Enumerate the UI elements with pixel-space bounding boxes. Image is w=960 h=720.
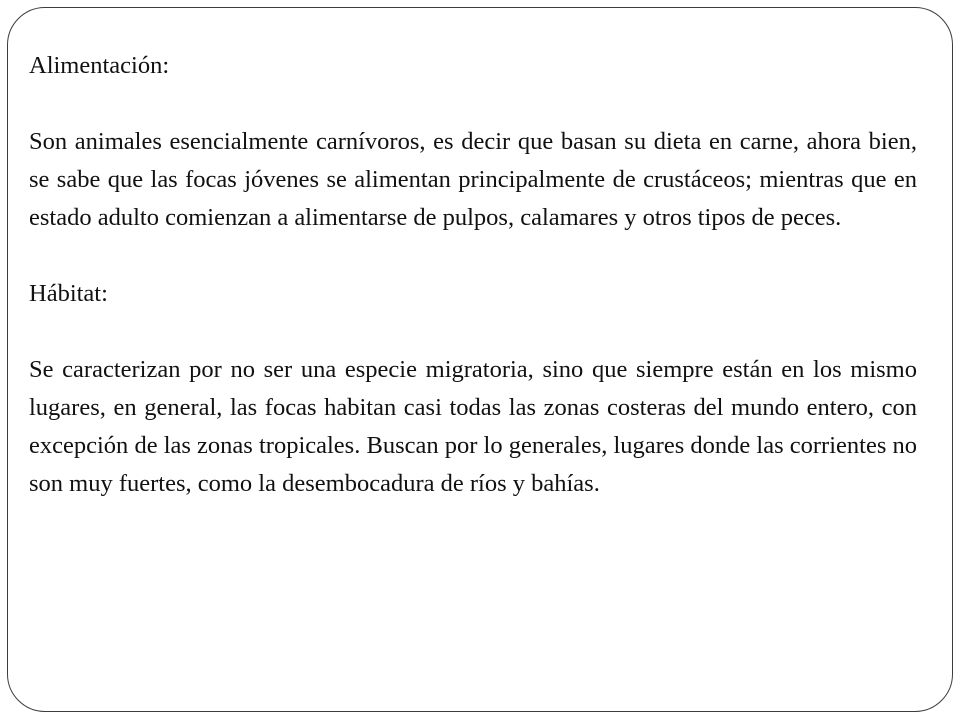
section-heading-habitat: Hábitat:	[29, 280, 108, 307]
slide-frame	[7, 7, 953, 712]
slide-content	[29, 47, 917, 541]
section-heading-alimentacion: Alimentación:	[29, 52, 170, 79]
section-body-habitat: Se caracterizan por no ser una especie migratoria, sino que siempre están en los mismo lugares, en general, las focas habitan casi todas las zonas costeras del mundo entero, con excepción de las zonas tropicales. Buscan por lo generales, lugares donde las corrientes no son muy fuertes, como la desembocadura de ríos y bahías.	[29, 356, 917, 497]
section-body-alimentacion: Son animales esencialmente carnívoros, es decir que basan su dieta en carne, ahora bien, se sabe que las focas jóvenes se alimentan principalmente de crustáceos; mientras que en estado adulto comienzan a alimentarse de pulpos, calamares y otros tipos de peces.	[29, 128, 917, 231]
